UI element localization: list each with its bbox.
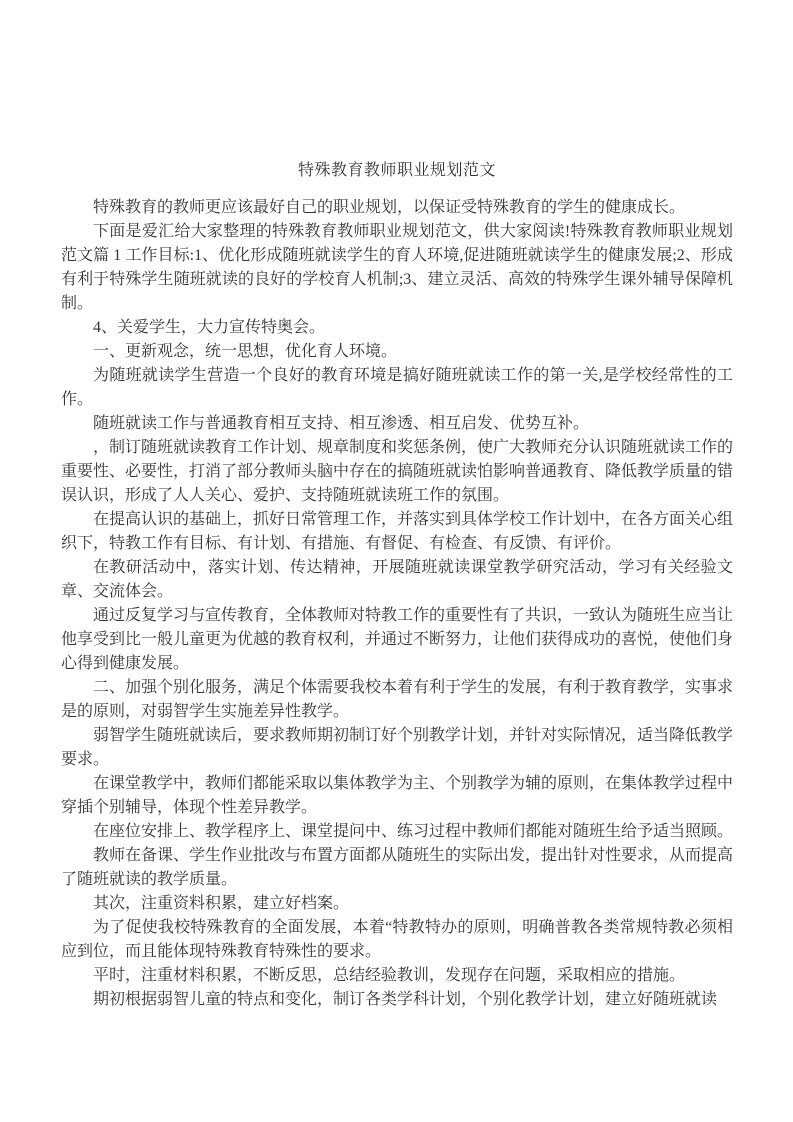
- document-body: [61, 196, 733, 1012]
- paragraph: 平时，注重材料积累，不断反思，总结经验教训，发现存在问题，采取相应的措施。: [93, 967, 686, 984]
- paragraph: 一、更新观念，统一思想，优化育人环境。: [93, 343, 398, 360]
- paragraph: 期初根据弱智儿童的特点和变化，制订各类学科计划，个别化教学计划，建立好随班就读: [93, 991, 718, 1008]
- paragraph: 在课堂教学中，教师们都能采取以集体教学为主、个别教学为辅的原则，在集体教学过程中穿插个别辅导，体现个性差异教学。: [61, 775, 734, 816]
- paragraph: ，制订随班就读教育工作计划、规章制度和奖惩条例，使广大教师充分认识随班就读工作的重要性、必要性，打消了部分教师头脑中存在的搞随班就读怕影响普通教育、降低教学质量的错误认识，形成了人人关心、爱护、支持随班就读班工作的氛围。: [61, 439, 734, 504]
- paragraph: 4、关爱学生，大力宣传特奥会。: [93, 319, 326, 336]
- paragraph: 二、加强个别化服务，满足个体需要我校本着有利于学生的发展，有利于教育教学，实事求是的原则，对弱智学生实施差异性教学。: [61, 679, 734, 720]
- paragraph: 在提高认识的基础上，抓好日常管理工作，并落实到具体学校工作计划中，在各方面关心组织下，特教工作有目标、有计划、有措施、有督促、有检查、有反馈、有评价。: [61, 511, 734, 552]
- paragraph: 通过反复学习与宣传教育，全体教师对特教工作的重要性有了共识，一致认为随班生应当让他享受到比一般儿童更为优越的教育权利，并通过不断努力，让他们获得成功的喜悦，使他们身心得到健康发展。: [61, 607, 734, 672]
- paragraph: 下面是爱汇给大家整理的特殊教育教师职业规划范文，供大家阅读!特殊教育教师职业规划范文篇 1 工作目标:1、优化形成随班就读学生的育人环境,促进随班就读学生的健康发展;2、形成有利于特殊学生随班就读的良好的学校育人机制;3、建立灵活、高效的特殊学生课外辅导保障机制。: [61, 223, 733, 312]
- paragraph: 特殊教育的教师更应该最好自己的职业规划，以保证受特殊教育的学生的健康成长。: [93, 199, 686, 216]
- paragraph: 为随班就读学生营造一个良好的教育环境是搞好随班就读工作的第一关,是学校经常性的工作。: [61, 367, 733, 408]
- paragraph: 弱智学生随班就读后，要求教师期初制订好个别教学计划，并针对实际情况，适当降低教学要求。: [61, 727, 734, 768]
- paragraph: 为了促使我校特殊教育的全面发展，本着“特教特办的原则，明确普教各类常规特教必须相应到位，而且能体现特殊教育特殊性的要求。: [61, 919, 733, 960]
- paragraph: 在座位安排上、教学程序上、课堂提问中、练习过程中教师们都能对随班生给予适当照顾。: [93, 823, 734, 840]
- document-title: 特殊教育教师职业规划范文: [297, 162, 496, 179]
- paragraph: 其次，注重资料积累，建立好档案。: [93, 895, 350, 912]
- document-content: [61, 159, 733, 1012]
- paragraph: 在教研活动中，落实计划、传达精神，开展随班就读课堂教学研究活动，学习有关经验文章、交流体会。: [61, 559, 733, 600]
- paragraph: 教师在备课、学生作业批改与布置方面都从随班生的实际出发，提出针对性要求，从而提高了随班就读的教学质量。: [61, 847, 734, 888]
- paragraph: 随班就读工作与普通教育相互支持、相互渗透、相互启发、优势互补。: [93, 415, 590, 432]
